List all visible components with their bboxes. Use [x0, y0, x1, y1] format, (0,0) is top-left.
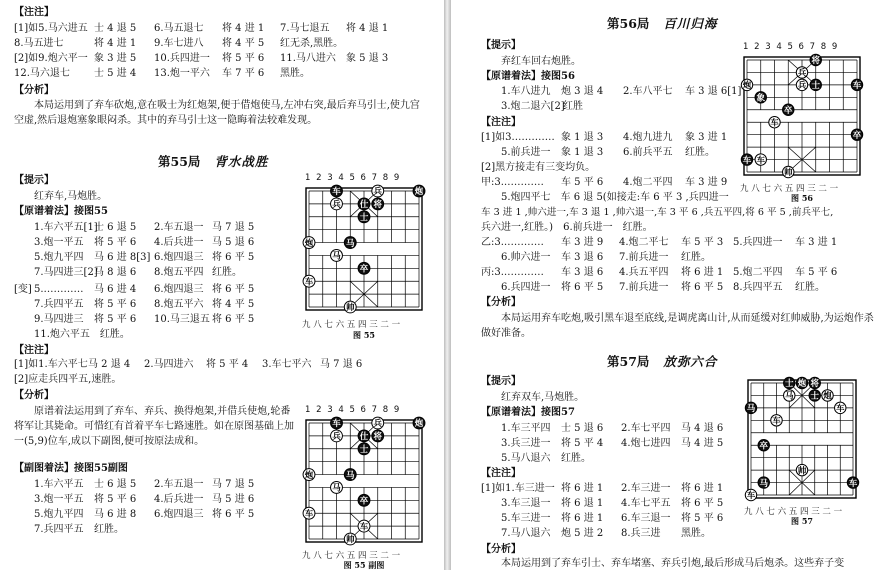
board55-svg [302, 184, 426, 314]
book-gutter [444, 0, 451, 570]
chess-piece-label: 车 [304, 277, 314, 288]
notes-line: 8.马五进七 将 4 进 1 9.车七进八 将 4 平 5 红无杀,黑胜。 [14, 38, 344, 49]
chess-piece-label: 帅 [345, 303, 355, 314]
notes-header: 【注注】 [14, 345, 54, 356]
chess-piece [783, 104, 794, 116]
chess-piece-label: 卒 [852, 130, 862, 141]
notes-line: 兵六进一,红胜。) 6.前兵进一 红胜。 [481, 222, 653, 233]
chess-piece [372, 430, 384, 442]
board-file-labels: 1 2 3 4 5 6 7 8 9 [305, 405, 400, 415]
chess-piece [358, 430, 370, 442]
chess-piece-label: 兵 [373, 187, 383, 198]
chess-piece-label: 车 [746, 491, 756, 502]
chess-piece [851, 129, 862, 141]
chess-piece-label: 车 [835, 404, 845, 415]
chess-piece [755, 154, 766, 166]
chess-piece [784, 390, 795, 402]
chess-piece-label: 炮 [304, 470, 314, 481]
notes-line: 车 3 进 1 ,帅六进一,车 3 退 1 ,帅六退一,车 3 平 6 ,兵五平四,将 6 平 5 ,前兵平七, [481, 207, 834, 218]
chess-piece [331, 430, 343, 442]
notes-line: 丙:3.………… 车 3 退 6 4.兵五平四 将 6 进 1 5.炮二平四 车 5 平 6 [481, 267, 838, 278]
figure-caption: 图 55 副图 [343, 560, 385, 570]
chess-piece [331, 417, 343, 429]
xiangqi-board-55 [302, 184, 426, 314]
chess-piece-label: 马 [332, 251, 341, 262]
notes-line: [1]如5.马六进五 士 4 退 5 6.马五退七 将 4 进 1 7.马七退五 将 4 退 1 [14, 23, 389, 34]
chess-piece [745, 402, 756, 414]
xiangqi-board-57 [744, 376, 860, 502]
move-line: 5.炮九平四 马 6 进 8[3] 6.炮四退三 将 6 平 5 [34, 252, 255, 263]
analysis-header: 【分析】 [481, 544, 521, 555]
chess-piece-label: 马 [345, 238, 355, 249]
chess-piece [796, 67, 807, 79]
chess-piece [358, 198, 370, 210]
chess-piece-label: 马 [759, 478, 769, 489]
board56-svg [740, 53, 864, 179]
chess-piece [303, 275, 315, 287]
notes-header: 【注注】 [14, 7, 54, 18]
left-page [0, 0, 444, 570]
analysis-header: 【分析】 [14, 390, 54, 401]
chess-piece-label: 将 [811, 56, 821, 67]
notes-line: 3.车三退一 将 6 退 1 4.车七平五 将 6 平 5 [501, 498, 724, 509]
analysis-header: 【分析】 [481, 297, 521, 308]
hint-header: 【提示】 [481, 40, 521, 51]
figure-caption: 图 56 [791, 193, 813, 203]
chess-piece [741, 154, 752, 166]
chess-piece [344, 469, 356, 481]
notes-line: 6.帅六进一 车 3 退 6 7.前兵进一 红胜。 [501, 252, 711, 263]
chess-piece-label: 车 [770, 118, 779, 129]
hint-text: 红弃车,马炮胜。 [34, 191, 108, 202]
chess-piece [358, 262, 370, 274]
variation-line: 9.马四进三 将 5 平 6 10.马三退五 将 6 平 5 [34, 314, 255, 325]
notes-line: [1]如1.车三进一 将 6 进 1 2.车三进一 将 6 进 1 [481, 483, 724, 494]
hint-text: 红弃双车,马炮胜。 [501, 392, 585, 403]
board-file-labels: 1 2 3 4 5 6 7 8 9 [743, 42, 838, 52]
chess-piece [331, 250, 343, 262]
analysis-text: 本局运用到了弃车砍炮,意在吸士为红炮架,便于借炮使马,左冲右突,最后弃马引士,使九宫空虚,然后退炮塞象眼闷杀。其中的弃马引士这一隐晦着法较难发现。 [14, 100, 420, 126]
chess-piece-label: 卒 [783, 105, 793, 116]
notes-line: 12.马六退七 士 5 进 4 13.炮一平六 车 7 平 6 黑胜。 [14, 68, 310, 79]
notes-line: [2]应走兵四平五,速胜。 [14, 374, 122, 385]
notes-line: [2]黑方接走有三变均负。 [481, 162, 596, 173]
notes-line: 5.前兵进一 象 1 退 3 6.前兵平五 红胜。 [501, 147, 715, 158]
chess-piece-label: 卒 [759, 441, 769, 452]
chess-piece [331, 198, 343, 210]
chess-piece [413, 185, 425, 197]
chess-piece-label: 炮 [414, 419, 424, 430]
chess-piece-label: 士 [359, 444, 369, 455]
notes-line: 5.车三进一 将 6 进 1 6.车三退一 将 5 平 6 [501, 513, 724, 524]
xiangqi-board-55-sub [302, 416, 426, 546]
move-line: 3.炮一平五 将 5 平 6 4.后兵进一 马 5 退 6 [34, 237, 255, 248]
move-line: 3.炮二退六[2]红胜 [501, 101, 583, 112]
chess-piece-label: 士 [811, 81, 821, 92]
analysis-text: 本局运用弃车吃炮,吸引黑车退至底线,是调虎离山计,从而延缓对红帅威胁,为运炮作杀做好准备。 [481, 313, 874, 339]
chess-piece-label: 车 [772, 416, 781, 427]
chess-piece [796, 79, 807, 91]
chess-piece [769, 116, 780, 128]
game-title: 第56局 百川归海 [607, 16, 718, 31]
chess-piece-label: 马 [332, 483, 341, 494]
chess-piece [741, 79, 752, 91]
chess-piece-label: 士 [784, 379, 794, 390]
analysis-text: 本局运用到了弃车引士、弃车堵塞、弃兵引炮,最后形成马后炮杀。这些弃子变 [501, 558, 845, 569]
chess-piece [372, 198, 384, 210]
chess-piece-label: 将 [810, 379, 820, 390]
chess-piece-label: 车 [756, 155, 766, 166]
chess-piece-label: 将 [373, 200, 383, 211]
chess-piece-label: 兵 [373, 419, 383, 430]
notes-line: [1]如3.………… 象 1 退 3 4.炮九进九 象 3 进 1 [481, 132, 728, 143]
chess-piece [783, 166, 794, 178]
chess-piece-label: 兵 [797, 68, 807, 79]
chess-piece [303, 507, 315, 519]
chess-piece [358, 443, 370, 455]
chess-piece [344, 533, 356, 545]
move-line: 1.车八进九 炮 3 退 4 2.车八平七 车 3 退 6[1] [501, 86, 742, 97]
move-line: 1.车六平五[1]士 6 退 5 2.车五退一 马 7 退 5 [34, 222, 255, 233]
chess-piece [755, 92, 766, 104]
chess-piece-label: 车 [332, 187, 341, 198]
chess-piece-label: 炮 [823, 391, 832, 402]
chess-piece-label: 帅 [345, 535, 355, 546]
chess-piece-label: 马 [784, 391, 794, 402]
chess-piece [331, 482, 343, 494]
moves-header: 【原谱着法】接图56 [481, 71, 575, 82]
board-file-labels: 九 八 七 六 五 四 三 二 一 [740, 184, 839, 194]
game-title: 第55局 背水战胜 [158, 154, 269, 169]
chess-piece-label: 象 [756, 93, 766, 104]
chess-piece [758, 439, 769, 451]
chess-piece-label: 仕 [359, 432, 369, 443]
sub-diagram-header: 【副图着法】接图55副图 [14, 463, 128, 474]
move-line: 3.兵三进一 将 5 平 4 4.炮七进四 马 4 进 5 [501, 438, 724, 449]
chess-piece [822, 390, 833, 402]
chess-piece-label: 车 [304, 509, 314, 520]
chess-piece [358, 520, 370, 532]
chess-piece-label: 卒 [359, 496, 369, 507]
chess-piece-label: 马 [345, 470, 355, 481]
notes-line: [1]如1.车六平七马 2 退 4 2.马四进六 将 5 平 4 3.车七平六 马 7 退 6 [14, 359, 363, 370]
move-line: 7.兵四平五 红胜。 [34, 524, 124, 535]
chess-piece [372, 185, 384, 197]
chess-piece-label: 炮 [304, 238, 314, 249]
chess-piece [810, 79, 821, 91]
notes-line: [2]如9.炮六平一 象 3 进 5 10.兵四进一 将 5 平 6 11.马八进六 象 5 退 3 [14, 53, 389, 64]
chess-piece [810, 54, 821, 66]
notes-line: 7.马八退六 炮 5 进 2 8.兵三进 黑胜。 [501, 528, 711, 539]
move-line: 7.马四进三[2]马 8 退 6 8.炮五平四 红胜。 [34, 267, 242, 278]
chess-piece [796, 377, 807, 389]
right-page [451, 0, 889, 570]
notes-header: 【注注】 [481, 117, 521, 128]
board-file-labels: 九 八 七 六 五 四 三 二 一 [302, 320, 401, 330]
analysis-header: 【分析】 [14, 85, 54, 96]
figure-caption: 图 57 [791, 516, 813, 526]
notes-line: 5.炮四平七 车 6 退 5(如接走:车 6 平 3 ,兵四进一 [501, 192, 729, 203]
chess-piece-label: 士 [810, 391, 820, 402]
moves-header: 【原谱着法】接图55 [14, 206, 108, 217]
chess-piece-label: 士 [359, 212, 369, 223]
chess-piece-label: 兵 [332, 200, 341, 211]
hint-header: 【提示】 [14, 175, 54, 186]
board-file-labels: 1 2 3 4 5 6 7 8 9 [305, 173, 400, 183]
chess-piece [303, 469, 315, 481]
chess-piece [758, 477, 769, 489]
chess-piece-label: 炮 [414, 187, 424, 198]
notes-header: 【注注】 [481, 468, 521, 479]
board-file-labels: 九 八 七 六 五 四 三 二 一 [302, 551, 401, 561]
move-line: 1.车三平四 士 5 退 6 2.车七平四 马 4 退 6 [501, 423, 724, 434]
xiangqi-board-56 [740, 53, 864, 179]
notes-line: 乙:3.………… 车 3 进 9 4.炮二平七 车 5 平 3 5.兵四进一 车 3 进 1 [481, 237, 838, 248]
variation-line: 7.兵四平五 将 5 平 6 8.炮五平六 将 4 平 5 [34, 299, 255, 310]
chess-piece [796, 464, 807, 476]
notes-line: 6.兵四进一 将 6 平 5 7.前兵进一 将 6 平 5 8.兵四平五 红胜。 [501, 282, 825, 293]
chess-piece-label: 炮 [797, 379, 807, 390]
chess-piece-label: 将 [373, 432, 383, 443]
variation-line: 11.炮六平五 红胜。 [34, 329, 130, 340]
chess-piece-label: 马 [746, 404, 756, 415]
chess-piece [358, 494, 370, 506]
hint-text: 弃红车回右炮胜。 [501, 56, 581, 67]
chess-piece [771, 415, 782, 427]
chess-piece [331, 185, 343, 197]
chess-piece-label: 炮 [742, 81, 752, 92]
board57-svg [744, 376, 860, 502]
move-line: 5.马八退六 红胜。 [501, 453, 591, 464]
chess-piece [745, 489, 756, 501]
chess-piece-label: 车 [359, 522, 369, 533]
chess-piece-label: 卒 [359, 264, 369, 275]
chess-piece [344, 301, 356, 313]
chess-piece [372, 417, 384, 429]
chess-piece [809, 390, 820, 402]
chess-piece [851, 79, 862, 91]
chess-piece [358, 211, 370, 223]
chess-piece [809, 377, 820, 389]
hint-header: 【提示】 [481, 376, 521, 387]
chess-piece-label: 仕 [359, 200, 369, 211]
moves-header: 【原谱着法】接图57 [481, 407, 575, 418]
chess-piece-label: 车 [742, 155, 752, 166]
move-line: 3.炮一平五 将 5 平 6 4.后兵进一 马 5 进 6 [34, 494, 255, 505]
chess-piece-label: 兵 [797, 81, 807, 92]
chess-piece-label: 车 [332, 419, 341, 430]
notes-line: 甲:3.………… 车 5 平 6 4.炮二平四 车 3 进 9 [481, 177, 728, 188]
chess-piece-label: 帅 [783, 168, 793, 179]
chess-piece [413, 417, 425, 429]
figure-caption: 图 55 [353, 330, 375, 340]
game-title: 第57局 放弥六合 [607, 354, 718, 369]
move-line: 5.炮九平四 马 6 进 8 6.炮四退三 将 6 平 5 [34, 509, 255, 520]
chess-piece [835, 402, 846, 414]
chess-piece [847, 477, 858, 489]
chess-piece-label: 车 [852, 81, 862, 92]
chess-piece [344, 237, 356, 249]
chess-piece-label: 帅 [797, 466, 807, 477]
board-file-labels: 九 八 七 六 五 四 三 二 一 [744, 507, 843, 517]
chess-piece [303, 237, 315, 249]
chess-piece-label: 兵 [332, 432, 341, 443]
board55b-svg [302, 416, 426, 546]
chess-piece-label: 车 [848, 478, 858, 489]
chess-piece [784, 377, 795, 389]
move-line: 1.车六平五 士 6 退 5 2.车五退一 马 7 退 5 [34, 479, 255, 490]
variation-line: [变] 5.………… 马 6 进 4 6.炮四退三 将 6 平 5 [14, 284, 255, 295]
analysis-text: 原谱着法运用到了弃车、弃兵、换得炮架,并借兵使炮,轮番将军让其毙命。可惜红有首着平车七路速胜。如在原图基础上加一(5,9)位车,成以下副图,便可按原法成和。 [14, 406, 294, 447]
